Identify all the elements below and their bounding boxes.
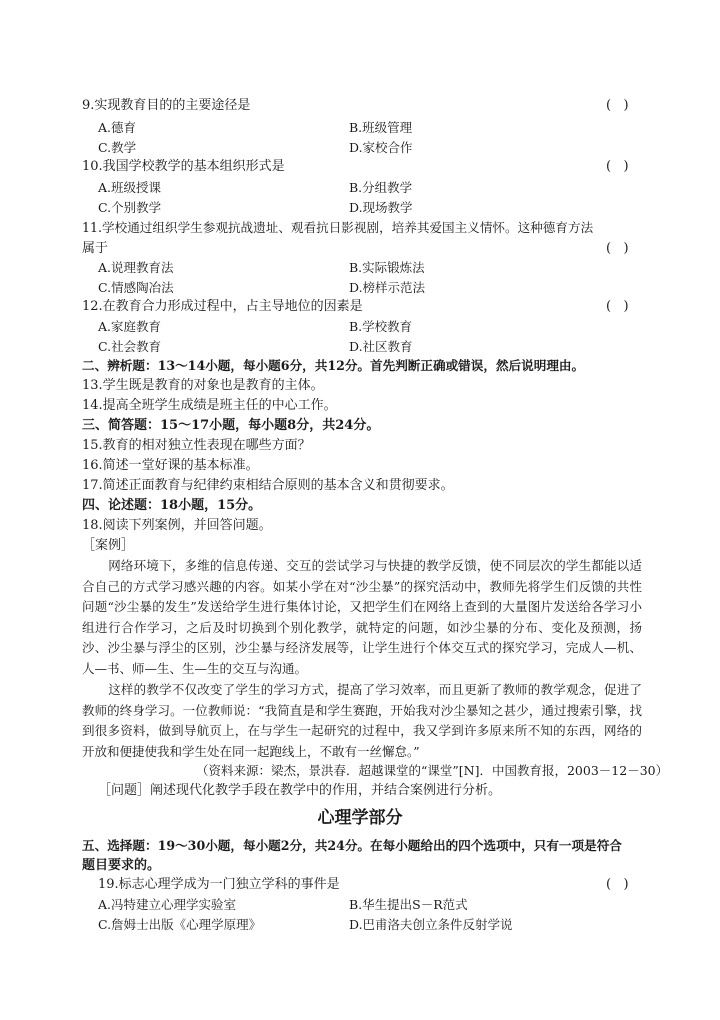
section-4-heading: 四、论述题：18小题，15分。	[82, 498, 262, 513]
case-paragraph-1-text: 网络环境下，多维的信息传递、交互的尝试学习与快捷的教学反馈，使不同层次的学生都能以适合自己的方式学习感兴趣的内容。如某小学在对“沙尘暴”的探究活动中，教师先将学生们反馈的共性问题“沙尘暴的发生”发送给学生进行集体讨论，又把学生们在网络上查到的大量图片发送给各学习小组进行合作学习，之后及时切换到个别化教学，就特定的问题，如沙尘暴的分布、变化及预测，扬沙、沙尘暴与浮尘的区别，沙尘暴与经济发展等，让学生进行个体交互式的探究学习，完成人—机、人—书、师—生、生—生的交互与沟通。	[82, 558, 642, 676]
answer-paren: ( )	[606, 877, 629, 892]
option-d: D.家校合作	[349, 140, 413, 155]
option-b: B.华生提出S－R范式	[349, 897, 468, 912]
answer-paren: ( )	[606, 98, 629, 113]
question-19-stem: 19.标志心理学成为一门独立学科的事件是	[98, 877, 340, 892]
option-c: C.詹姆士出版《心理学原理》	[98, 917, 262, 932]
option-c: C.社会教育	[98, 339, 162, 354]
option-c: C.教学	[98, 140, 137, 155]
option-a: A.班级授课	[98, 180, 162, 195]
option-d: D.榜样示范法	[349, 280, 426, 295]
option-c: C.情感陶冶法	[98, 280, 174, 295]
option-d: D.现场教学	[349, 200, 413, 215]
case-source: （资料来源：梁杰，景洪春．超越课堂的“课堂”[N]．中国教育报，2003－12－30）	[196, 763, 669, 778]
question-11-stem-cont: 属于	[82, 241, 109, 256]
answer-paren: ( )	[606, 299, 629, 314]
option-d: D.社区教育	[349, 339, 413, 354]
question-16: 16.简述一堂好课的基本标准。	[82, 458, 259, 473]
question-15: 15.教育的相对独立性表现在哪些方面？	[82, 438, 311, 453]
section-5-heading-cont: 题目要求的。	[82, 858, 161, 873]
option-a: A.冯特建立心理学实验室	[98, 897, 237, 912]
question-14: 14.提高全班学生成绩是班主任的中心工作。	[82, 398, 337, 413]
question-17: 17.简述正面教育与纪律约束相结合原则的基本含义和贯彻要求。	[82, 478, 454, 493]
section-5-heading: 五、选择题：19～30小题，每小题2分，共24分。在每小题给出的四个选项中，只有一项是符合	[82, 838, 622, 853]
option-a: A.德育	[98, 120, 137, 135]
option-a: A.家庭教育	[98, 319, 162, 334]
option-d: D.巴甫洛夫创立条件反射学说	[349, 917, 513, 932]
case-label: ［案例］	[82, 538, 135, 553]
question-12-stem: 12.在教育合力形成过程中，占主导地位的因素是	[82, 299, 363, 314]
case-paragraph-2-text: 这样的教学不仅改变了学生的学习方式，提高了学习效率，而且更新了教师的教学观念，促进了教师的终身学习。一位教师说：“我简直是和学生赛跑，开始我对沙尘暴知之甚少，通过搜索引擎，找到很多资料，做到导航页上，在与学生一起研究的过程中，我又学到许多原来所不知的东西，网络的开放和便捷使我和学生处在同一起跑线上，不敢有一丝懈怠。”	[82, 682, 642, 759]
case-paragraph-2	[82, 680, 642, 762]
option-b: B.班级管理	[349, 120, 413, 135]
section-3-heading: 三、简答题：15～17小题，每小题8分，共24分。	[82, 418, 380, 433]
case-paragraph-1	[82, 556, 642, 679]
question-13: 13.学生既是教育的对象也是教育的主体。	[82, 378, 324, 393]
psychology-part-title: 心理学部分	[317, 808, 403, 828]
option-a: A.说理教育法	[98, 260, 174, 275]
question-18: 18.阅读下列案例，并回答问题。	[82, 518, 272, 533]
answer-paren: ( )	[606, 241, 629, 256]
question-9-stem: 9.实现教育目的的主要途径是	[82, 98, 251, 113]
option-b: B.学校教育	[349, 319, 413, 334]
answer-paren: ( )	[606, 159, 629, 174]
question-11-stem: 11.学校通过组织学生参观抗战遗址、观看抗日影视剧，培养其爱国主义情怀。这种德育方法	[82, 220, 594, 235]
question-10-stem: 10.我国学校教学的基本组织形式是	[82, 159, 285, 174]
option-b: B.实际锻炼法	[349, 260, 425, 275]
option-c: C.个别教学	[98, 200, 162, 215]
section-2-heading: 二、辨析题：13～14小题，每小题6分，共12分。首先判断正确或错误，然后说明理由。	[82, 358, 585, 373]
case-question: ［问题］阐述现代化教学手段在教学中的作用，并结合案例进行分析。	[98, 783, 502, 798]
option-b: B.分组教学	[349, 180, 413, 195]
